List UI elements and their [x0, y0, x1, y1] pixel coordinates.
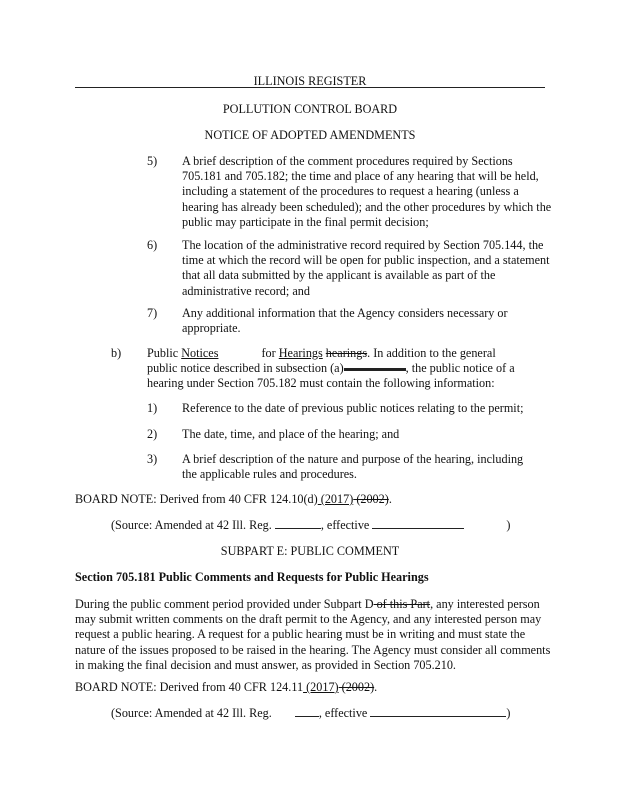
subpart-heading: SUBPART E: PUBLIC COMMENT [220, 544, 400, 558]
sub-item-text: A brief description of the nature and purpose of the hearing, including the applicable rules and procedures. [182, 452, 524, 482]
notice-title: NOTICE OF ADOPTED AMENDMENTS [204, 128, 416, 142]
source-note: (Source: Amended at 42 Ill. Reg. , effective ) [111, 518, 511, 532]
board-note: BOARD NOTE: Derived from 40 CFR 124.11 (2017) (2002). [75, 680, 378, 694]
sub-item-text: Reference to the date of previous public notices relating to the permit; [182, 401, 524, 415]
item-number: 7) [147, 306, 158, 320]
sub-item-number: 2) [147, 427, 158, 441]
sub-item-text: The date, time, and place of the hearing; and [182, 427, 400, 441]
section-heading: Section 705.181 Public Comments and Requests for Public Hearings [75, 570, 429, 584]
redaction-mark [344, 368, 406, 371]
sub-item-number: 1) [147, 401, 158, 415]
subsection-number: b) [111, 346, 122, 360]
agency-title: POLLUTION CONTROL BOARD [222, 102, 398, 116]
item-text: The location of the administrative record required by Section 705.144, the time at which the record will be open for public inspection, and a statement that all data submitted by the applicant is available as part of the administrative record; and [182, 238, 550, 298]
section-body: During the public comment period provided under Subpart D of this Part, any interested person may submit written comments on the draft permit to the Agency, and any interested person may request a public hearing. A request for a public hearing must be in writing and must state the nature of the issues proposed to be raised in the hearing. The Agency must consider all comments in making the final decision and must answer, as provided in Section 705.210. [75, 597, 551, 672]
register-title: ILLINOIS REGISTER [253, 74, 367, 88]
item-number: 5) [147, 154, 158, 168]
board-note: BOARD NOTE: Derived from 40 CFR 124.10(d) (2017) (2002). [75, 492, 392, 506]
item-number: 6) [147, 238, 158, 252]
header-rule [75, 87, 545, 88]
sub-item-number: 3) [147, 452, 158, 466]
item-text: A brief description of the comment procedures required by Sections 705.181 and 705.182; the time and place of any hearing that will be held, including a statement of the procedures to request a hearing (unless a hearing has already been scheduled); and the other procedures by which the public may participate in the final permit decision; [182, 154, 552, 229]
source-note: (Source: Amended at 42 Ill. Reg. , effective ) [111, 706, 511, 720]
subsection-b-text: Public Notices for Hearings hearings. In addition to the general public notice described in subsection (a) , the public notice of a hearing under Section 705.182 must contain the following information: [147, 346, 515, 391]
item-text: Any additional information that the Agency considers necessary or appropriate. [182, 306, 508, 336]
